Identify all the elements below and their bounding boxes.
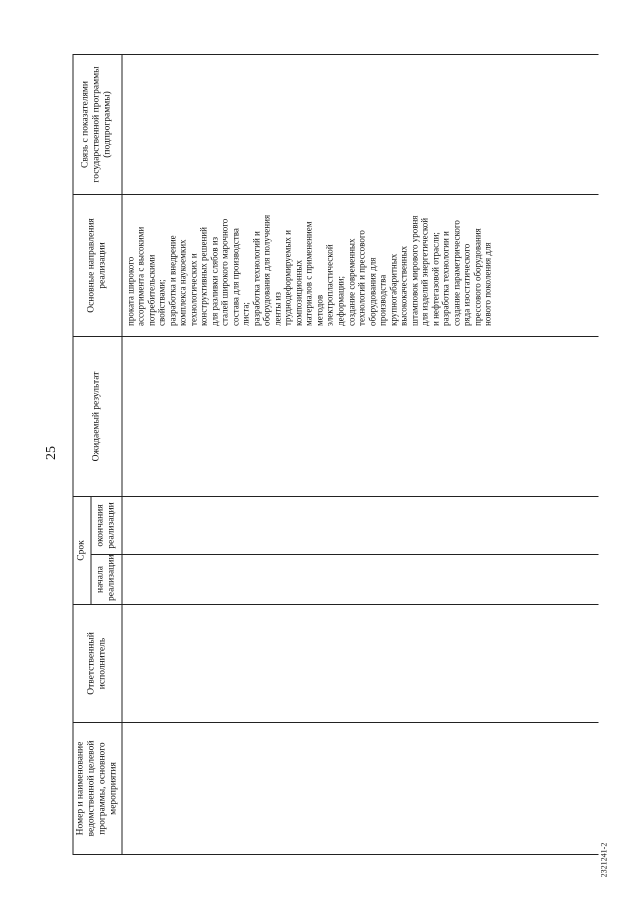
directions-line: оборудования для xyxy=(367,257,378,326)
cell-term-end xyxy=(122,496,599,554)
directions-line: ленты из xyxy=(272,292,283,326)
directions-line: труднодеформируемых и xyxy=(282,230,293,326)
header-result: Ожидаемый результат xyxy=(73,336,122,496)
document-code: 2321241-2 xyxy=(599,842,609,878)
directions-line: сталей широкого марочного xyxy=(219,218,230,326)
directions-line: потребительскими xyxy=(146,254,157,326)
directions-line: нового поколения для xyxy=(482,242,493,326)
directions-line: разработка и внедрение xyxy=(167,235,178,326)
cell-term-start xyxy=(122,555,599,605)
directions-line: для разливки слябов из xyxy=(209,236,220,326)
directions-line: производства xyxy=(377,274,388,326)
header-directions: Основные направления реализации xyxy=(73,194,122,336)
directions-line: состава для производства xyxy=(230,228,241,326)
header-term: Срок xyxy=(73,496,91,604)
header-program: Номер и наименование ведомственной целевой программы, основного мероприятия xyxy=(73,723,122,855)
directions-line: листа; xyxy=(240,302,251,326)
header-row-1 xyxy=(73,54,91,854)
cell-directions xyxy=(122,194,599,336)
header-executor: Ответственный исполнитель xyxy=(73,605,122,723)
directions-line: прессового оборудования xyxy=(472,228,483,326)
cell-result xyxy=(122,336,599,496)
header-link: Связь с показателями государственной программы (подпрограммы) xyxy=(73,54,122,194)
program-table xyxy=(73,54,599,855)
header-term-start: начала реализации xyxy=(91,555,122,605)
directions-line: разработка технологии и xyxy=(440,231,451,326)
directions-line: оборудования для получения xyxy=(261,214,272,326)
cell-executor xyxy=(122,605,599,723)
directions-line: технологических и xyxy=(188,253,199,326)
directions-line: ряда изостатического xyxy=(461,243,472,326)
directions-line: создание параметрического xyxy=(451,220,462,326)
directions-line: создание современных xyxy=(346,238,357,326)
directions-line: для изделий энергетической xyxy=(419,217,430,326)
cell-program xyxy=(122,723,599,855)
directions-line: штамповок мирового уровня xyxy=(409,215,420,326)
directions-line: и нефтегазовой отрасли; xyxy=(430,232,441,326)
directions-line: проката широкого xyxy=(125,256,136,326)
cell-link xyxy=(122,54,599,194)
directions-line: электропластической xyxy=(324,244,335,326)
page-number: 25 xyxy=(44,446,59,460)
directions-line: конструктивных решений xyxy=(198,227,209,326)
program-table-container xyxy=(73,55,628,855)
directions-line: ассортимента с высокими xyxy=(135,226,146,326)
directions-line: высококачественных xyxy=(398,245,409,326)
content-row xyxy=(122,54,599,854)
directions-line: материалов с применением xyxy=(303,221,314,326)
directions-line: разработка технологий и xyxy=(251,231,262,326)
directions-line: композиционных xyxy=(293,260,304,326)
directions-line: технологий и прессового xyxy=(356,230,367,326)
directions-line: крупногабаритных xyxy=(388,253,399,326)
directions-line: методов xyxy=(314,294,325,326)
directions-line: комплекса наукоемких xyxy=(177,239,188,326)
directions-line: деформации; xyxy=(335,276,346,326)
header-term-end: окончания реализации xyxy=(91,496,122,554)
directions-line: свойствами; xyxy=(156,279,167,326)
